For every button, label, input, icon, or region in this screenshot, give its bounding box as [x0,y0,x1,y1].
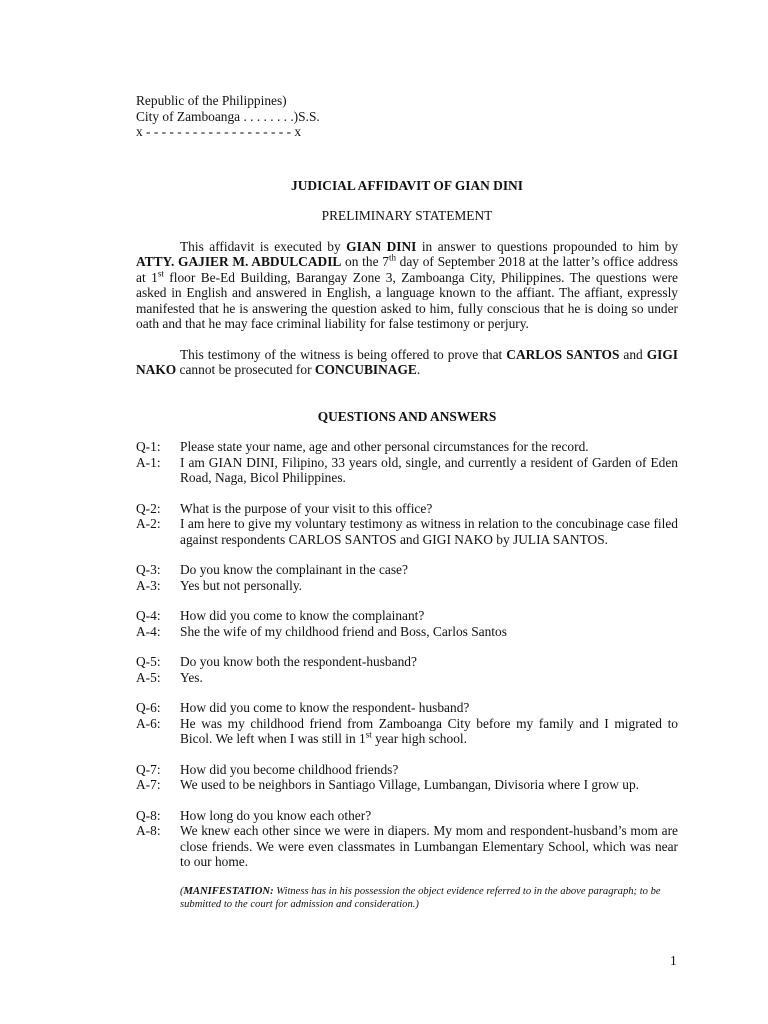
qa-item-7 [136,762,678,793]
question-text: Do you know the complainant in the case? [180,562,408,577]
answer-text: He was my childhood friend from Zamboanga City before my family and I migrated to Bicol. We left when I was still in 1st year high school. [180,715,678,746]
answer-text: She the wife of my childhood friend and Boss, Carlos Santos [180,623,507,639]
question-label: Q-4: [136,608,161,623]
question-text: Do you know both the respondent-husband? [180,654,417,669]
caption-city: City of Zamboanga . . . . . . . .)S.S. [136,108,320,124]
qa-list [136,439,678,870]
respondent-2: GIGI NAKO [136,346,679,377]
qa-item-1 [136,439,678,486]
answer-label: A-4: [136,623,161,639]
document-caption [136,93,678,140]
caption-republic: Republic of the Philippines) [136,93,287,108]
qa-item-6 [136,700,678,747]
answer-label: A-8: [136,823,161,838]
document-title: JUDICIAL AFFIDAVIT OF GIAN DINI [291,177,523,193]
answer-text: We used to be neighbors in Santiago Village, Lumbangan, Divisoria where I grow up. [180,777,640,792]
answer-text: I am here to give my voluntary testimony as witness in relation to the concubinage case filed against respondents CARLOS SANTOS and GIGI NAKO by JULIA SANTOS. [180,516,678,547]
qa-item-4 [136,608,678,639]
purpose-paragraph: This testimony of the witness is being offered to prove that CARLOS SANTOS and GIGI NAKO cannot be prosecuted for CONCUBINAGE. [136,346,679,377]
question-label: Q-5: [136,654,161,669]
question-text: How did you come to know the complainant? [180,608,425,623]
qa-item-3 [136,562,678,593]
section-title-preliminary: PRELIMINARY STATEMENT [321,208,493,223]
question-label: Q-3: [136,562,161,577]
section-title-qa: QUESTIONS AND ANSWERS [317,408,497,424]
manifestation-label: MANIFESTATION: [183,885,274,897]
attorney-name: ATTY. GAJIER M. ABDULCADIL [136,254,342,269]
affiant-name: GIAN DINI [346,238,417,254]
caption-divider: x - - - - - - - - - - - - - - - - - - - x [136,124,302,139]
question-label: Q-6: [136,700,161,715]
answer-label: A-2: [136,516,161,531]
answer-text: I am GIAN DINI, Filipino, 33 years old, single, and currently a resident of Garden of Eden Road, Naga, Bicol Philippines. [180,454,678,485]
charge: CONCUBINAGE [314,362,417,377]
question-label: Q-1: [136,439,161,454]
answer-label: A-5: [136,669,161,685]
manifestation-note: (MANIFESTATION: Witness has in his possession the object evidence referred to in the above paragraph; to be submitted to the court for admission and consideration.) [180,885,661,910]
preliminary-paragraph: This affidavit is executed by GIAN DINI in answer to questions propounded to him by ATTY. GAJIER M. ABDULCADIL on the 7th day of September 2018 at the latter’s office address at 1st floor Be-Ed Building, Barangay Zone 3, Zamboanga City, Philippines. The questions were asked in English and answered in English, a language known to the affiant. The affiant, expressly manifested that he is answering the question asked to him, fully conscious that he is doing so under oath and that he may face criminal liability for false testimony or perjury. [136,238,679,331]
qa-item-8 [136,808,678,870]
question-label: Q-2: [136,500,161,516]
question-text: How long do you know each other? [180,807,372,823]
question-text: How did you become childhood friends? [180,761,399,777]
qa-item-2 [136,501,678,548]
question-text: What is the purpose of your visit to this office? [180,500,433,516]
question-label: Q-7: [136,761,161,777]
question-label: Q-8: [136,807,161,823]
respondent-1: CARLOS SANTOS [506,346,620,362]
question-text: Please state your name, age and other personal circumstances for the record. [180,439,589,454]
answer-text: Yes but not personally. [180,577,303,593]
answer-label: A-1: [136,454,161,470]
qa-item-5 [136,654,678,685]
answer-text: Yes. [180,669,203,685]
page-number: 1 [670,953,677,968]
question-text: How did you come to know the respondent- husband? [180,700,470,715]
answer-label: A-7: [136,777,161,792]
answer-label: A-3: [136,577,161,593]
answer-label: A-6: [136,715,161,731]
answer-text: We knew each other since we were in diapers. My mom and respondent-husband’s mom are close friends. We were even classmates in Lumbangan Elementary School, which was near to our home. [180,823,678,869]
